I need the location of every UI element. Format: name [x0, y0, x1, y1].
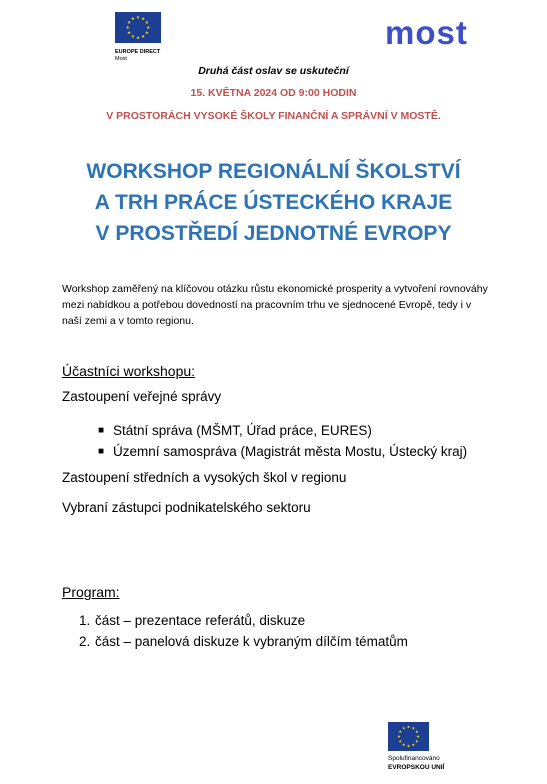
participants-heading: Účastníci workshopu:: [62, 363, 196, 379]
eu-star: [136, 16, 139, 19]
eu-star: [417, 735, 420, 738]
public-administration-list: [98, 420, 467, 462]
public-administration-heading: Zastoupení veřejné správy: [62, 389, 222, 404]
announcement-intro: Druhá část oslav se uskuteční: [198, 65, 349, 77]
eu-star: [402, 743, 405, 746]
eu-star: [407, 725, 410, 728]
eu-star: [128, 21, 131, 24]
title-line-2: A TRH PRÁCE ÚSTECKÉHO KRAJE: [94, 191, 453, 214]
program-heading: Program:: [62, 584, 120, 600]
eu-stars: [388, 722, 429, 751]
eu-flag-icon: [388, 722, 429, 751]
list-item: [98, 441, 467, 462]
eu-star: [128, 31, 131, 34]
cofunded-label: [388, 754, 444, 772]
workshop-title: [0, 156, 547, 249]
eu-star: [407, 744, 410, 747]
title-line-3: V PROSTŘEDÍ JEDNOTNÉ EVROPY: [95, 222, 452, 245]
square-bullet-icon: ■: [98, 446, 105, 457]
eu-star: [131, 17, 134, 20]
eu-star: [136, 36, 139, 39]
eu-star: [141, 17, 144, 20]
business-heading: Vybraní zástupci podnikatelského sektoru: [62, 500, 311, 515]
program-list: [79, 610, 408, 652]
eu-star: [397, 735, 400, 738]
list-item-text: část – prezentace referátů, diskuze: [95, 613, 306, 628]
list-item-number: 1.: [79, 613, 91, 628]
eu-star: [145, 31, 148, 34]
most-city-logo: [385, 18, 493, 48]
workshop-description: Workshop zaměřený na klíčovou otázku růstu ekonomické prosperity a vytvoření rovnováhy mezi nabídkou a potřebou dovedností na pracovním trhu ve sjednocené Evropě, tedy i v naší zemi a v tomto regionu.: [62, 283, 488, 327]
announcement-date: 15. KVĚTNA 2024 OD 9:00 HODIN: [190, 87, 357, 99]
eu-star: [126, 26, 129, 29]
eu-star: [415, 740, 418, 743]
list-item: [98, 420, 467, 441]
list-item: [79, 631, 408, 652]
eu-star: [131, 35, 134, 38]
eu-star: [141, 35, 144, 38]
list-item: [79, 610, 408, 631]
list-item-text: Státní správa (MŠMT, Úřad práce, EURES): [113, 423, 372, 438]
eu-stars: [115, 12, 161, 43]
eu-star: [412, 743, 415, 746]
schools-heading: Zastoupení středních a vysokých škol v regionu: [62, 470, 347, 485]
eu-star: [402, 727, 405, 730]
eu-star: [399, 730, 402, 733]
eu-star: [147, 26, 150, 29]
most-logo-text: most: [385, 18, 468, 48]
list-item-text: část – panelová diskuze k vybraným dílčím tématům: [95, 634, 408, 649]
eu-flag-icon: [115, 12, 161, 43]
announcement-venue: V PROSTORÁCH VYSOKÉ ŠKOLY FINANČNÍ A SPRÁVNÍ V MOSTĚ.: [106, 110, 441, 122]
eu-star: [412, 727, 415, 730]
square-bullet-icon: ■: [98, 425, 105, 436]
cofund-line1: Spolufinancováno: [388, 755, 440, 762]
eu-star: [399, 740, 402, 743]
europe-direct-label: [115, 49, 160, 63]
cofund-line2: EVROPSKOU UNIÍ: [388, 764, 445, 771]
list-item-text: Územní samospráva (Magistrát města Mostu, Ústecký kraj): [113, 444, 468, 459]
eu-star: [415, 730, 418, 733]
title-line-1: WORKSHOP REGIONÁLNÍ ŠKOLSTVÍ: [86, 160, 461, 183]
eu-star: [145, 21, 148, 24]
europe-direct-line2: Most: [115, 56, 127, 62]
list-item-number: 2.: [79, 634, 91, 649]
europe-direct-line1: EUROPE DIRECT: [115, 49, 161, 55]
